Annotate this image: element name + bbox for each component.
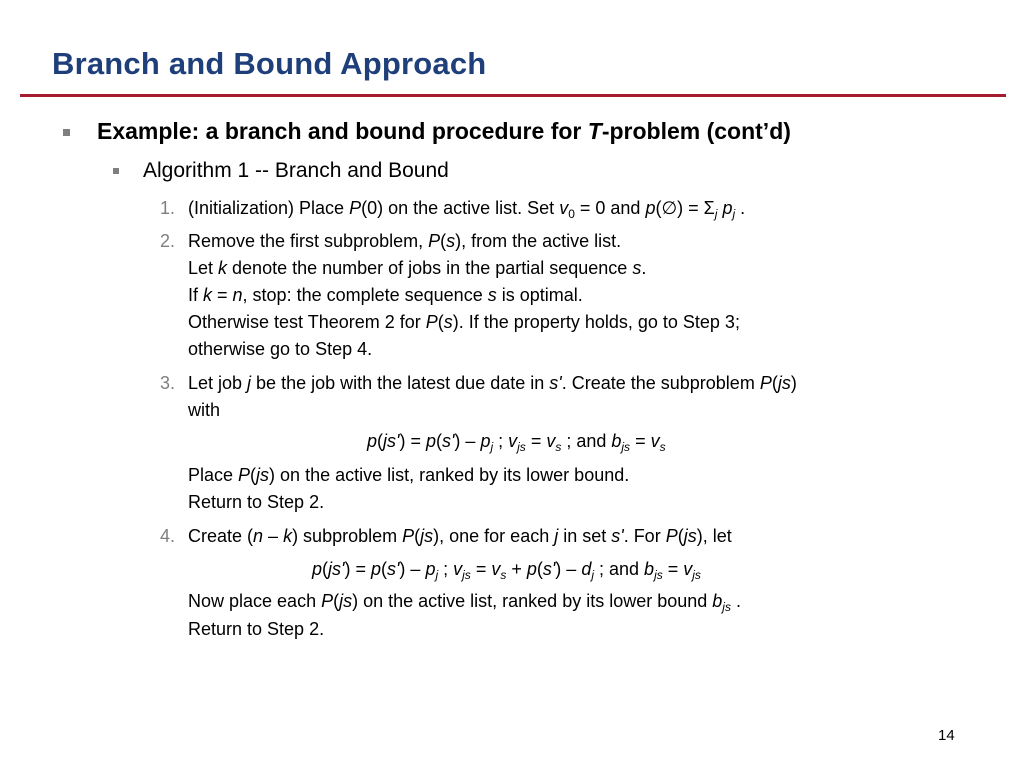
step-1-number: 1. — [160, 198, 176, 218]
step-4-equation: $p(js') = p(s') - p_j$ ; $v_{js} = v_s + p(s') - d_j$ ; and $b_{js} = v_{js}$ — [312, 559, 701, 582]
step-2-line-2: Let k denote the number of jobs in the partial sequence s. — [188, 258, 647, 278]
step-3-number: 3. — [160, 373, 176, 393]
title-divider — [20, 94, 1006, 97]
step-3-line-1: Let job j be the job with the latest due date in s'. Create the subproblem P(js) — [188, 373, 797, 393]
step-3-line-4: Return to Step 2. — [188, 492, 325, 512]
step-3-line-3: Place P(js) on the active list, ranked by its lower bound. — [188, 465, 630, 485]
step-3-equation: $p(js') = p(s') - p_j$ ; $v_{js} = v_s$ ; and $b_{js} = v_s$ — [367, 431, 666, 454]
page-number: 14 — [938, 727, 955, 744]
step-2-line-1: Remove the first subproblem, P(s), from the active list. — [188, 231, 622, 251]
bullet-level2: Algorithm 1 -- Branch and Bound — [143, 159, 449, 182]
bullet-square-level2 — [113, 168, 119, 174]
step-4-line-3: Now place each P(js) on the active list, ranked by its lower bound $b_{js}$ . — [188, 591, 741, 614]
step-2-line-5: otherwise go to Step 4. — [188, 339, 373, 359]
step-4-number: 4. — [160, 526, 176, 546]
step-1-text: (Initialization) Place P(0) on the active list. Set $v_0 = 0$ and p(∅) = $\Sigma_j$ $p_j$ . — [188, 198, 746, 221]
bullet-level1: Example: a branch and bound procedure for T-problem (cont’d) — [97, 118, 791, 144]
step-4-line-1: Create (n – k) subproblem P(js), one for each j in set s'. For P(js), let — [188, 526, 732, 546]
step-2-number: 2. — [160, 231, 176, 251]
step-3-line-2: with — [188, 400, 221, 420]
step-4-line-4: Return to Step 2. — [188, 619, 325, 639]
step-2-line-4: Otherwise test Theorem 2 for P(s). If the property holds, go to Step 3; — [188, 312, 740, 332]
step-2-line-3: If k = n, stop: the complete sequence s is optimal. — [188, 285, 583, 305]
bullet-square-level1 — [63, 129, 70, 136]
slide-title: Branch and Bound Approach — [52, 46, 487, 81]
